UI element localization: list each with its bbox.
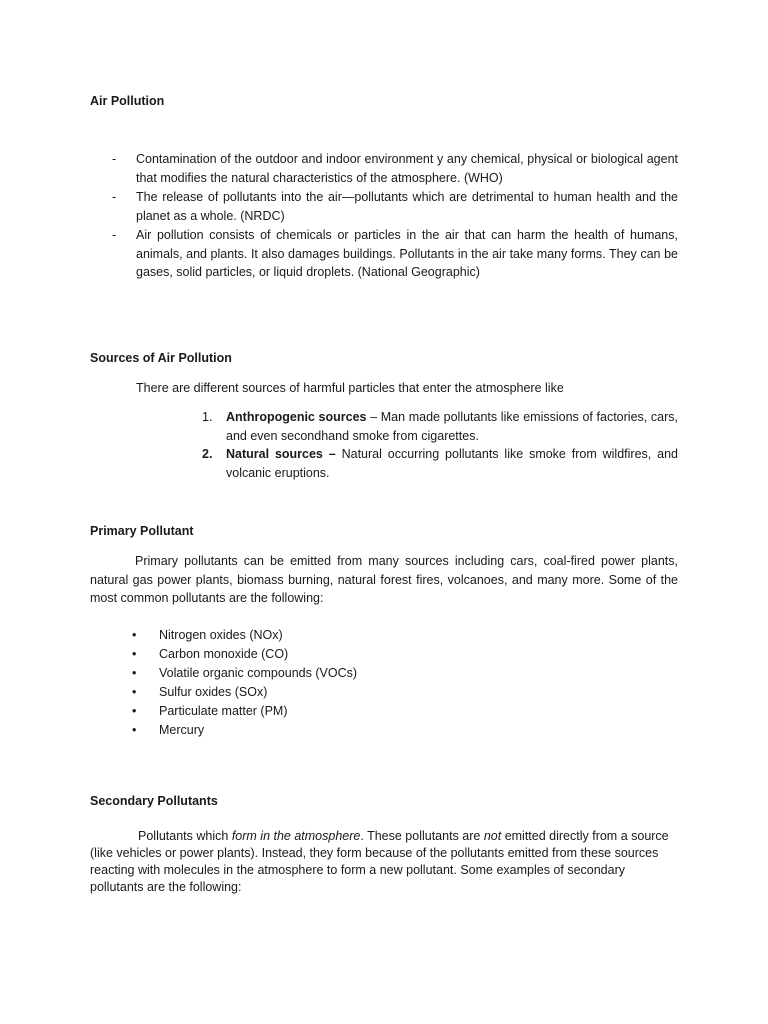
secondary-text-1: Pollutants which (138, 829, 232, 843)
list-number: 2. (202, 447, 213, 461)
list-number: 1. (202, 410, 213, 424)
primary-pollutant-list (132, 626, 357, 740)
heading-primary-pollutant: Primary Pollutant (90, 524, 194, 538)
pollutant-pm: Particulate matter (PM) (159, 704, 288, 718)
secondary-emphasis-1: form in the atmosphere (231, 829, 361, 843)
bullet-marker: • (132, 666, 137, 680)
bullet-marker: • (132, 628, 137, 642)
source-term-natural: Natural sources – (226, 447, 336, 461)
term-separator: – (366, 410, 381, 424)
heading-secondary-pollutants: Secondary Pollutants (90, 794, 218, 808)
list-item (132, 664, 357, 683)
sources-intro: There are different sources of harmful particles that enter the atmosphere like (136, 381, 564, 395)
source-term-anthropogenic: Anthropogenic sources (226, 410, 367, 424)
bullet-marker: • (132, 704, 137, 718)
bullet-marker: • (132, 685, 137, 699)
pollutant-nox: Nitrogen oxides (NOx) (159, 628, 283, 642)
definition-who: Contamination of the outdoor and indoor environment y any chemical, physical or biological agent that modifies the natural characteristics of the atmosphere. (WHO) (136, 152, 678, 185)
list-item (132, 626, 357, 645)
dash-marker: - (112, 152, 117, 166)
list-item (200, 408, 678, 445)
dash-marker: - (112, 228, 117, 242)
pollutant-co: Carbon monoxide (CO) (159, 647, 289, 661)
list-item (132, 702, 357, 721)
definition-list (112, 150, 678, 283)
source-text-anthropogenic: Man made pollutants like emissions of factories, cars, and even secondhand smoke from cigarettes. (226, 410, 678, 443)
heading-sources: Sources of Air Pollution (90, 351, 232, 365)
source-text-natural: Natural occurring pollutants like smoke from wildfires, and volcanic eruptions. (226, 447, 678, 480)
bullet-marker: • (132, 647, 137, 661)
secondary-text-3: emitted directly from a source (like vehicles or power plants). Instead, they form because of the pollutants emitted from these sources reacting with molecules in the atmosphere to form a new pollutant. Some examples of secondary pollutants are the following: (90, 829, 669, 894)
sources-list (200, 408, 678, 482)
primary-paragraph: Primary pollutants can be emitted from many sources including cars, coal-fired power plants, natural gas power plants, biomass burning, natural forest fires, volcanoes, and many more. Some of the most common pollutants are the following: (90, 554, 678, 605)
list-item (112, 150, 678, 187)
list-item (112, 188, 678, 225)
list-item (132, 721, 357, 740)
heading-air-pollution: Air Pollution (90, 94, 165, 108)
definition-nrdc: The release of pollutants into the air—pollutants which are detrimental to human health and the planet as a whole. (NRDC) (136, 190, 678, 223)
list-item (112, 226, 678, 282)
dash-marker: - (112, 190, 117, 204)
pollutant-sox: Sulfur oxides (SOx) (159, 685, 268, 699)
definition-natgeo: Air pollution consists of chemicals or particles in the air that can harm the health of humans, animals, and plants. It also damages buildings. Pollutants in the air take many forms. They can be gases, solid particles, or liquid droplets. (National Geographic) (136, 228, 678, 279)
list-item (200, 445, 678, 482)
pollutant-mercury: Mercury (159, 723, 205, 737)
list-item (132, 683, 357, 702)
secondary-paragraph (90, 828, 680, 896)
bullet-marker: • (132, 723, 137, 737)
secondary-text-2: . These pollutants are (360, 829, 484, 843)
secondary-emphasis-2: not (483, 829, 502, 843)
list-item (132, 645, 357, 664)
pollutant-vocs: Volatile organic compounds (VOCs) (159, 666, 358, 680)
